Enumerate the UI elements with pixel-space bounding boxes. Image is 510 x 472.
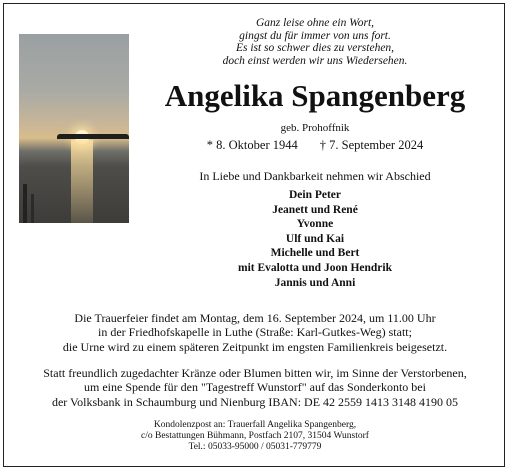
- funeral-notice: [8, 311, 502, 354]
- funeral-notice-line: Die Trauerfeier findet am Montag, dem 16. September 2024, um 11.00 Uhr: [74, 311, 436, 325]
- life-dates: [130, 137, 500, 153]
- funeral-notice-line: die Urne wird zu einem späteren Zeitpunkt im engsten Familienkreis beigesetzt.: [62, 339, 448, 354]
- family-member: mit Evalotta und Joon Hendrik: [238, 261, 392, 274]
- donation-notice: [8, 366, 502, 409]
- sun-reflection: [71, 140, 93, 223]
- poem-line: Ganz leise ohne ein Wort,: [255, 17, 375, 29]
- family-member: Jeanett und René: [272, 203, 358, 216]
- condolence-line: Kondolenzpost an: Trauerfall Angelika Spangenberg,: [153, 420, 357, 430]
- condolence-line: c/o Bestattungen Bühmann, Postfach 2107, 31504 Wunstorf: [141, 431, 369, 441]
- poem: [130, 17, 500, 67]
- donation-notice-line: Statt freundlich zugedachter Kränze oder Blumen bitten wir, im Sinne der Verstorbenen,: [43, 366, 467, 380]
- sunset-lake-photo: [19, 34, 129, 223]
- condolence-line: Tel.: 05033-95000 / 05031-779779: [188, 442, 322, 452]
- poem-line: Es ist so schwer dies zu verstehen,: [235, 42, 395, 54]
- family-member: Ulf und Kai: [285, 232, 345, 245]
- condolence-address: [8, 420, 502, 453]
- family-list: [130, 188, 500, 290]
- family-member: Yvonne: [296, 218, 334, 231]
- death-date: † 7. September 2024: [319, 138, 424, 152]
- poem-line: gingst du für immer von uns fort.: [239, 29, 391, 42]
- donation-notice-line: um eine Spende für den "Tagestreff Wunstorf" auf das Sonderkonto bei: [84, 380, 426, 395]
- donation-notice-line: der Volksbank in Schaumburg und Nienburg IBAN: DE 42 2559 1413 3148 4190 05: [51, 394, 459, 409]
- farewell-line: In Liebe und Dankbarkeit nehmen wir Abschied: [199, 169, 431, 183]
- island-silhouette: [57, 134, 129, 139]
- jetty-post: [31, 194, 34, 223]
- poem-line: doch einst werden wir uns Wiedersehen.: [222, 54, 408, 67]
- jetty-post: [23, 184, 27, 223]
- birth-name: geb. Prohoffnik: [280, 122, 350, 134]
- family-member: Michelle und Bert: [270, 247, 360, 260]
- deceased-name: Angelika Spangenberg: [164, 78, 466, 113]
- family-member: Dein Peter: [288, 189, 342, 201]
- birth-date: * 8. Oktober 1944: [206, 138, 298, 152]
- family-member: Jannis und Anni: [274, 276, 356, 289]
- funeral-notice-line: in der Friedhofskapelle in Luthe (Straße: Karl-Gutkes-Weg) statt;: [98, 325, 412, 340]
